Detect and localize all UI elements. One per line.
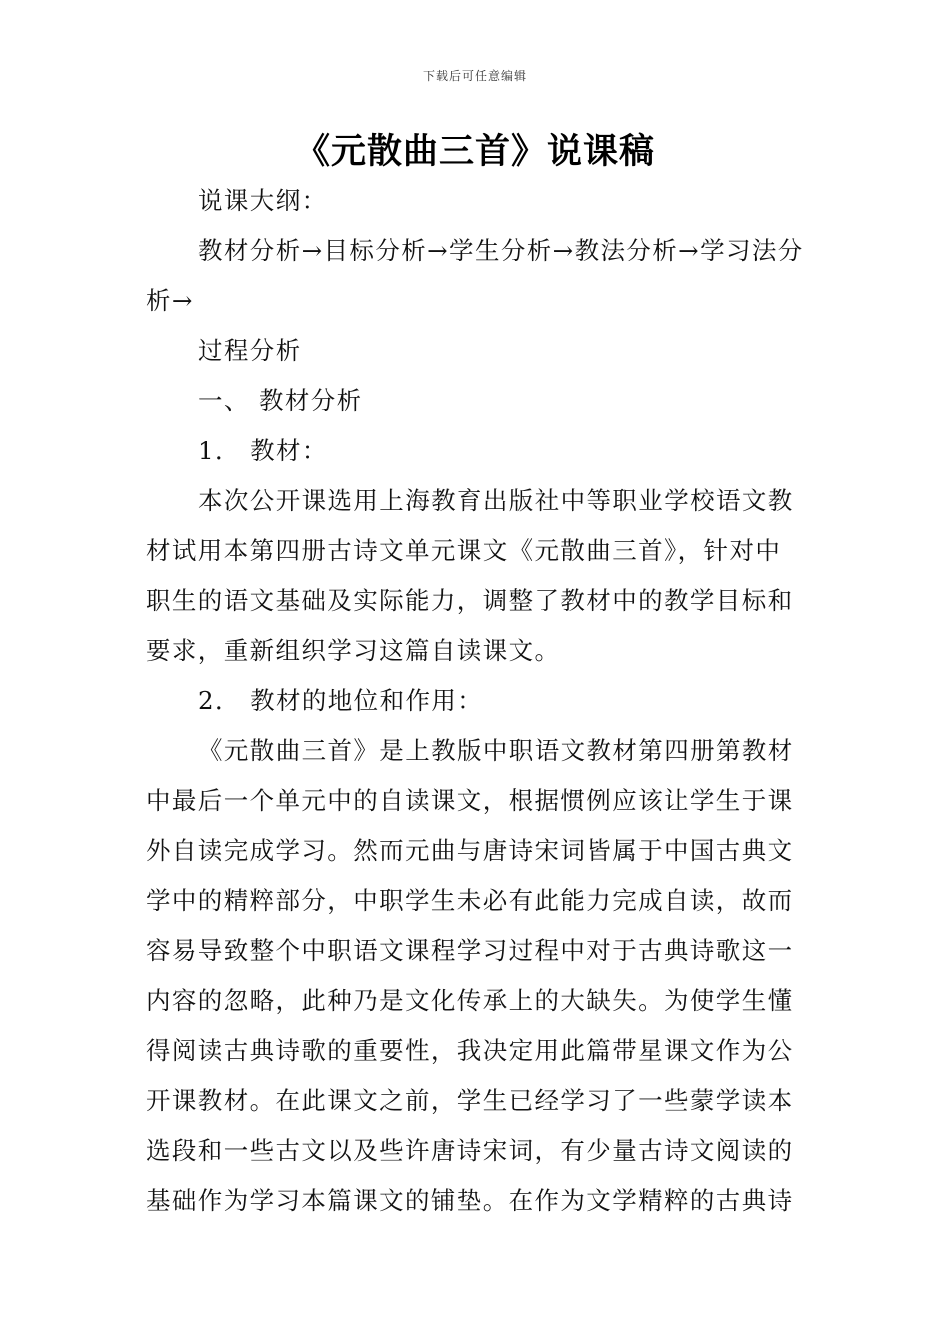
outline-heading: 说课大纲：	[198, 186, 328, 215]
outline-flow: 教材分析→目标分析→学生分析→教法分析→学习法分析→	[146, 236, 804, 315]
paragraph-textbook: 本次公开课选用上海教育出版社中等职业学校语文教材试用本第四册古诗文单元课文《元散曲三首》，针对中职生的语文基础及实际能力，调整了教材中的教学目标和要求，重新组织学习这篇自读课文。	[146, 486, 794, 665]
header-note: 下载后可任意编辑	[422, 69, 527, 83]
document-body	[146, 176, 806, 1226]
subheading-status-and-role: 2． 教材的地位和作用：	[198, 686, 484, 715]
section-heading-textbook-analysis: 一、 教材分析	[198, 386, 363, 415]
outline-flow-end: 过程分析	[198, 336, 302, 365]
subheading-textbook: 1． 教材：	[198, 436, 328, 465]
paragraph-status-and-role: 《元散曲三首》是上教版中职语文教材第四册第教材中最后一个单元中的自读课文，根据惯例应该让学生于课外自读完成学习。然而元曲与唐诗宋词皆属于中国古典文学中的精粹部分，中职学生未必有此能力完成自读，故而容易导致整个中职语文课程学习过程中对于古典诗歌这一内容的忽略，此种乃是文化传承上的大缺失。为使学生懂得阅读古典诗歌的重要性，我决定用此篇带星课文作为公开课教材。在此课文之前，学生已经学习了一些蒙学读本选段和一些古文以及些许唐诗宋词，有少量古诗文阅读的基础作为学习本篇课文的铺垫。在作为文学精粹的古典诗	[146, 736, 794, 1215]
document-title: 《元散曲三首》说课稿	[294, 132, 655, 172]
